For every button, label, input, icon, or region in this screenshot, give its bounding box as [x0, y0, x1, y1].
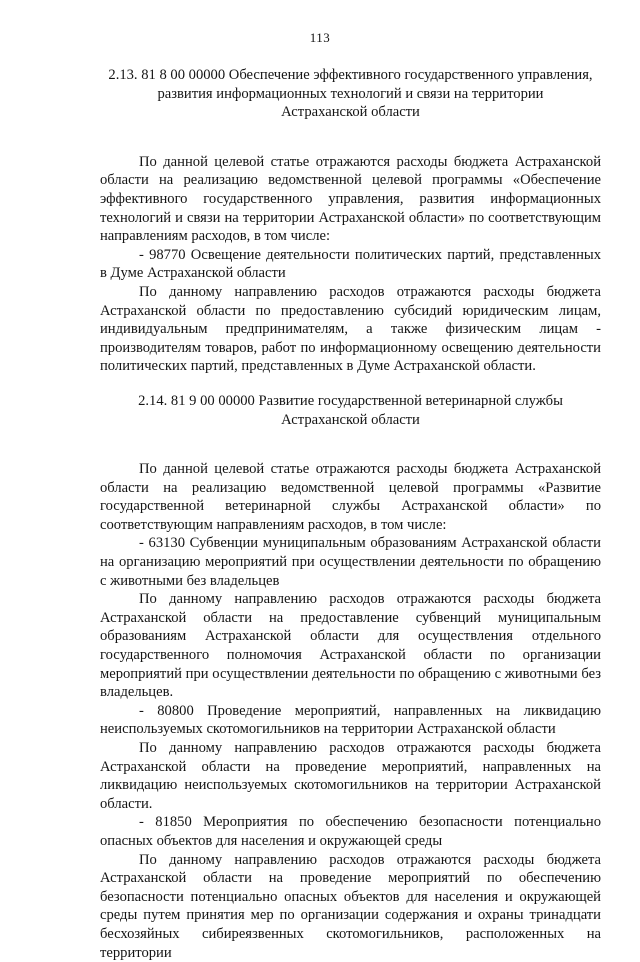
expense-direction-81850: - 81850 Мероприятия по обеспечению безопасности потенциально опасных объектов для населения и окружающей среды — [100, 814, 601, 849]
heading-line: Астраханской области — [281, 104, 420, 121]
paragraph: По данному направлению расходов отражаются расходы бюджета Астраханской области на проведение мероприятий по обеспечению безопасности потенциально опасных объектов для населения и окружающей среды путем принятия мер по организации содержания и охраны тринадцати бесхозяйных сибиреязвенных скотомогильников, расположенных на территории — [100, 851, 601, 961]
expense-direction-80800: - 80800 Проведение мероприятий, направленных на ликвидацию неиспользуемых скотомогильников на территории Астраханской области — [100, 702, 601, 738]
heading-line: Астраханской области — [281, 411, 420, 428]
paragraph: По данному направлению расходов отражаются расходы бюджета Астраханской области по предоставлению субсидий юридическим лицам, индивидуальным предпринимателям, а также физическим лицам - производителям товаров, работ по информационному освещению деятельности политических партий, представленных в Думе Астраханской области. — [100, 283, 601, 375]
expense-direction-98770: - 98770 Освещение деятельности политических партий, представленных в Думе Астраханской области — [100, 246, 601, 282]
document-body — [100, 66, 601, 962]
heading-line: 2.13. 81 8 00 00000 Обеспечение эффективного государственного управления, — [108, 67, 593, 83]
expense-direction-63130: - 63130 Субвенции муниципальным образованиям Астраханской области на организацию мероприятий при осуществлении деятельности по обращению с животными без владельцев — [100, 535, 601, 589]
paragraph: По данной целевой статье отражаются расходы бюджета Астраханской области на реализацию ведомственной целевой программы «Развитие государственной ветеринарной службы Астраханской области» по соответствующим направлениям расходов, в том числе: — [100, 461, 601, 533]
paragraph: По данному направлению расходов отражаются расходы бюджета Астраханской области на предоставление субвенций муниципальным образованиям Астраханской области для осуществления отдельного государственного полномочия Астраханской области по организации мероприятий при осуществлении деятельности по обращению с животными без владельцев. — [100, 591, 601, 701]
section-heading-2-13 — [100, 66, 601, 122]
paragraph: По данному направлению расходов отражаются расходы бюджета Астраханской области на проведение мероприятий, направленных на ликвидацию неиспользуемых скотомогильников на территории Астраханской области. — [100, 740, 601, 812]
paragraph: По данной целевой статье отражаются расходы бюджета Астраханской области на реализацию ведомственной целевой программы «Обеспечение эффективного государственного управления, развития информационных технологий и связи на территории Астраханской области» по соответствующим направлениям расходов, в том числе: — [100, 153, 601, 245]
heading-line: развития информационных технологий и связи на территории — [157, 85, 544, 102]
page-number: 113 — [309, 30, 331, 45]
heading-line: 2.14. 81 9 00 00000 Развитие государственной ветеринарной службы — [138, 392, 563, 409]
section-heading-2-14 — [100, 392, 601, 429]
